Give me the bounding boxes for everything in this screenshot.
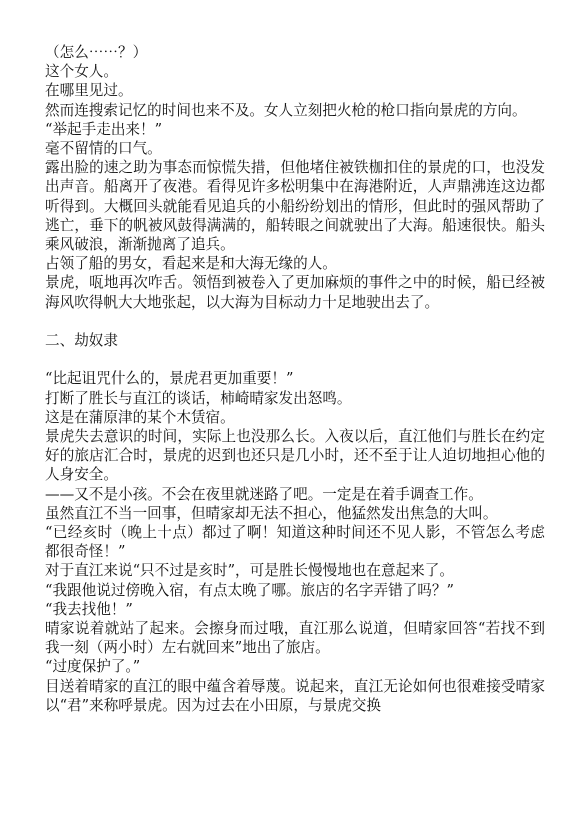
section-part2 (45, 369, 545, 715)
paragraph: 在哪里见过。 (45, 82, 133, 100)
document-page (45, 43, 545, 715)
spacer (45, 312, 545, 331)
paragraph: “我去找他！” (45, 600, 133, 618)
paragraph: 虽然直江不当一回事，但晴家却无法不担心，他猛然发出焦急的大叫。 (45, 504, 498, 522)
paragraph: 这个女人。 (45, 63, 118, 81)
paragraph: 这是在蒲原津的某个木赁宿。 (45, 408, 235, 426)
paragraph: “已经亥时（晚上十点）都过了啊！知道这种时间还不见人影，不管怎么考虑都很奇怪！” (45, 524, 545, 561)
spacer (45, 350, 545, 369)
paragraph: 景虎失去意识的时间，实际上也没那么长。入夜以后，直江他们与胜长在约定好的旅店汇合时，景虎的迟到也还只是几小时，还不至于让人迫切地担心他的人身安全。 (45, 428, 545, 484)
section-heading: 二、劫奴隶 (45, 332, 118, 350)
paragraph: ——又不是小孩。不会在夜里就迷路了吧。一定是在着手调查工作。 (45, 485, 483, 503)
paragraph: 占领了船的男女，看起来是和大海无缘的人。 (45, 255, 337, 273)
paragraph: 打断了胜长与直江的谈话，柿崎晴家发出怒鸣。 (45, 389, 352, 407)
paragraph: “比起诅咒什么的，景虎君更加重要！” (45, 370, 294, 388)
paragraph: 景虎，咓地再次咋舌。领悟到被卷入了更加麻烦的事件之中的时候，船已经被海风吹得帆大大地张起，以大海为目标动力十足地驶出去了。 (45, 274, 545, 311)
paragraph: “我跟他说过傍晚入宿，有点太晚了哪。旅店的名字弄错了吗？” (45, 581, 454, 599)
paragraph: （怎么⋯⋯？） (45, 44, 148, 61)
paragraph: “过度保护了。” (45, 658, 141, 676)
paragraph: “举起手走出来！” (45, 120, 163, 138)
paragraph: 目送着晴家的直江的眼中蕴含着辱蔑。说起来，直江无论如何也很难接受晴家以“君”来称呼景虎。因为过去在小田原，与景虎交换 (45, 677, 545, 714)
paragraph: 晴家说着就站了起来。会擦身而过哦，直江那么说道，但晴家回答“若找不到我一刻（两小时）左右就回来”地出了旅店。 (45, 620, 545, 657)
section-part1 (45, 43, 545, 312)
paragraph: 然而连搜索记忆的时间也来不及。女人立刻把火枪的枪口指向景虎的方向。 (45, 101, 527, 119)
paragraph: 毫不留情的口气。 (45, 140, 162, 158)
paragraph: 露出脸的速之助为事态而惊慌失措，但他堵住被铁枷扣住的景虎的口，也没发出声音。船离开了夜港。看得见许多松明集中在海港附近，人声鼎沸连这边都听得到。大概回头就能看见追兵的小船纷纷划出的情形，但此时的强风帮助了逃亡，垂下的帆被风鼓得满满的，船转眼之间就驶出了大海。船速很快。船头乘风破浪，渐渐抛离了追兵。 (45, 159, 545, 254)
paragraph: 对于直江来说“只不过是亥时”，可是胜长慢慢地也在意起来了。 (45, 562, 454, 580)
